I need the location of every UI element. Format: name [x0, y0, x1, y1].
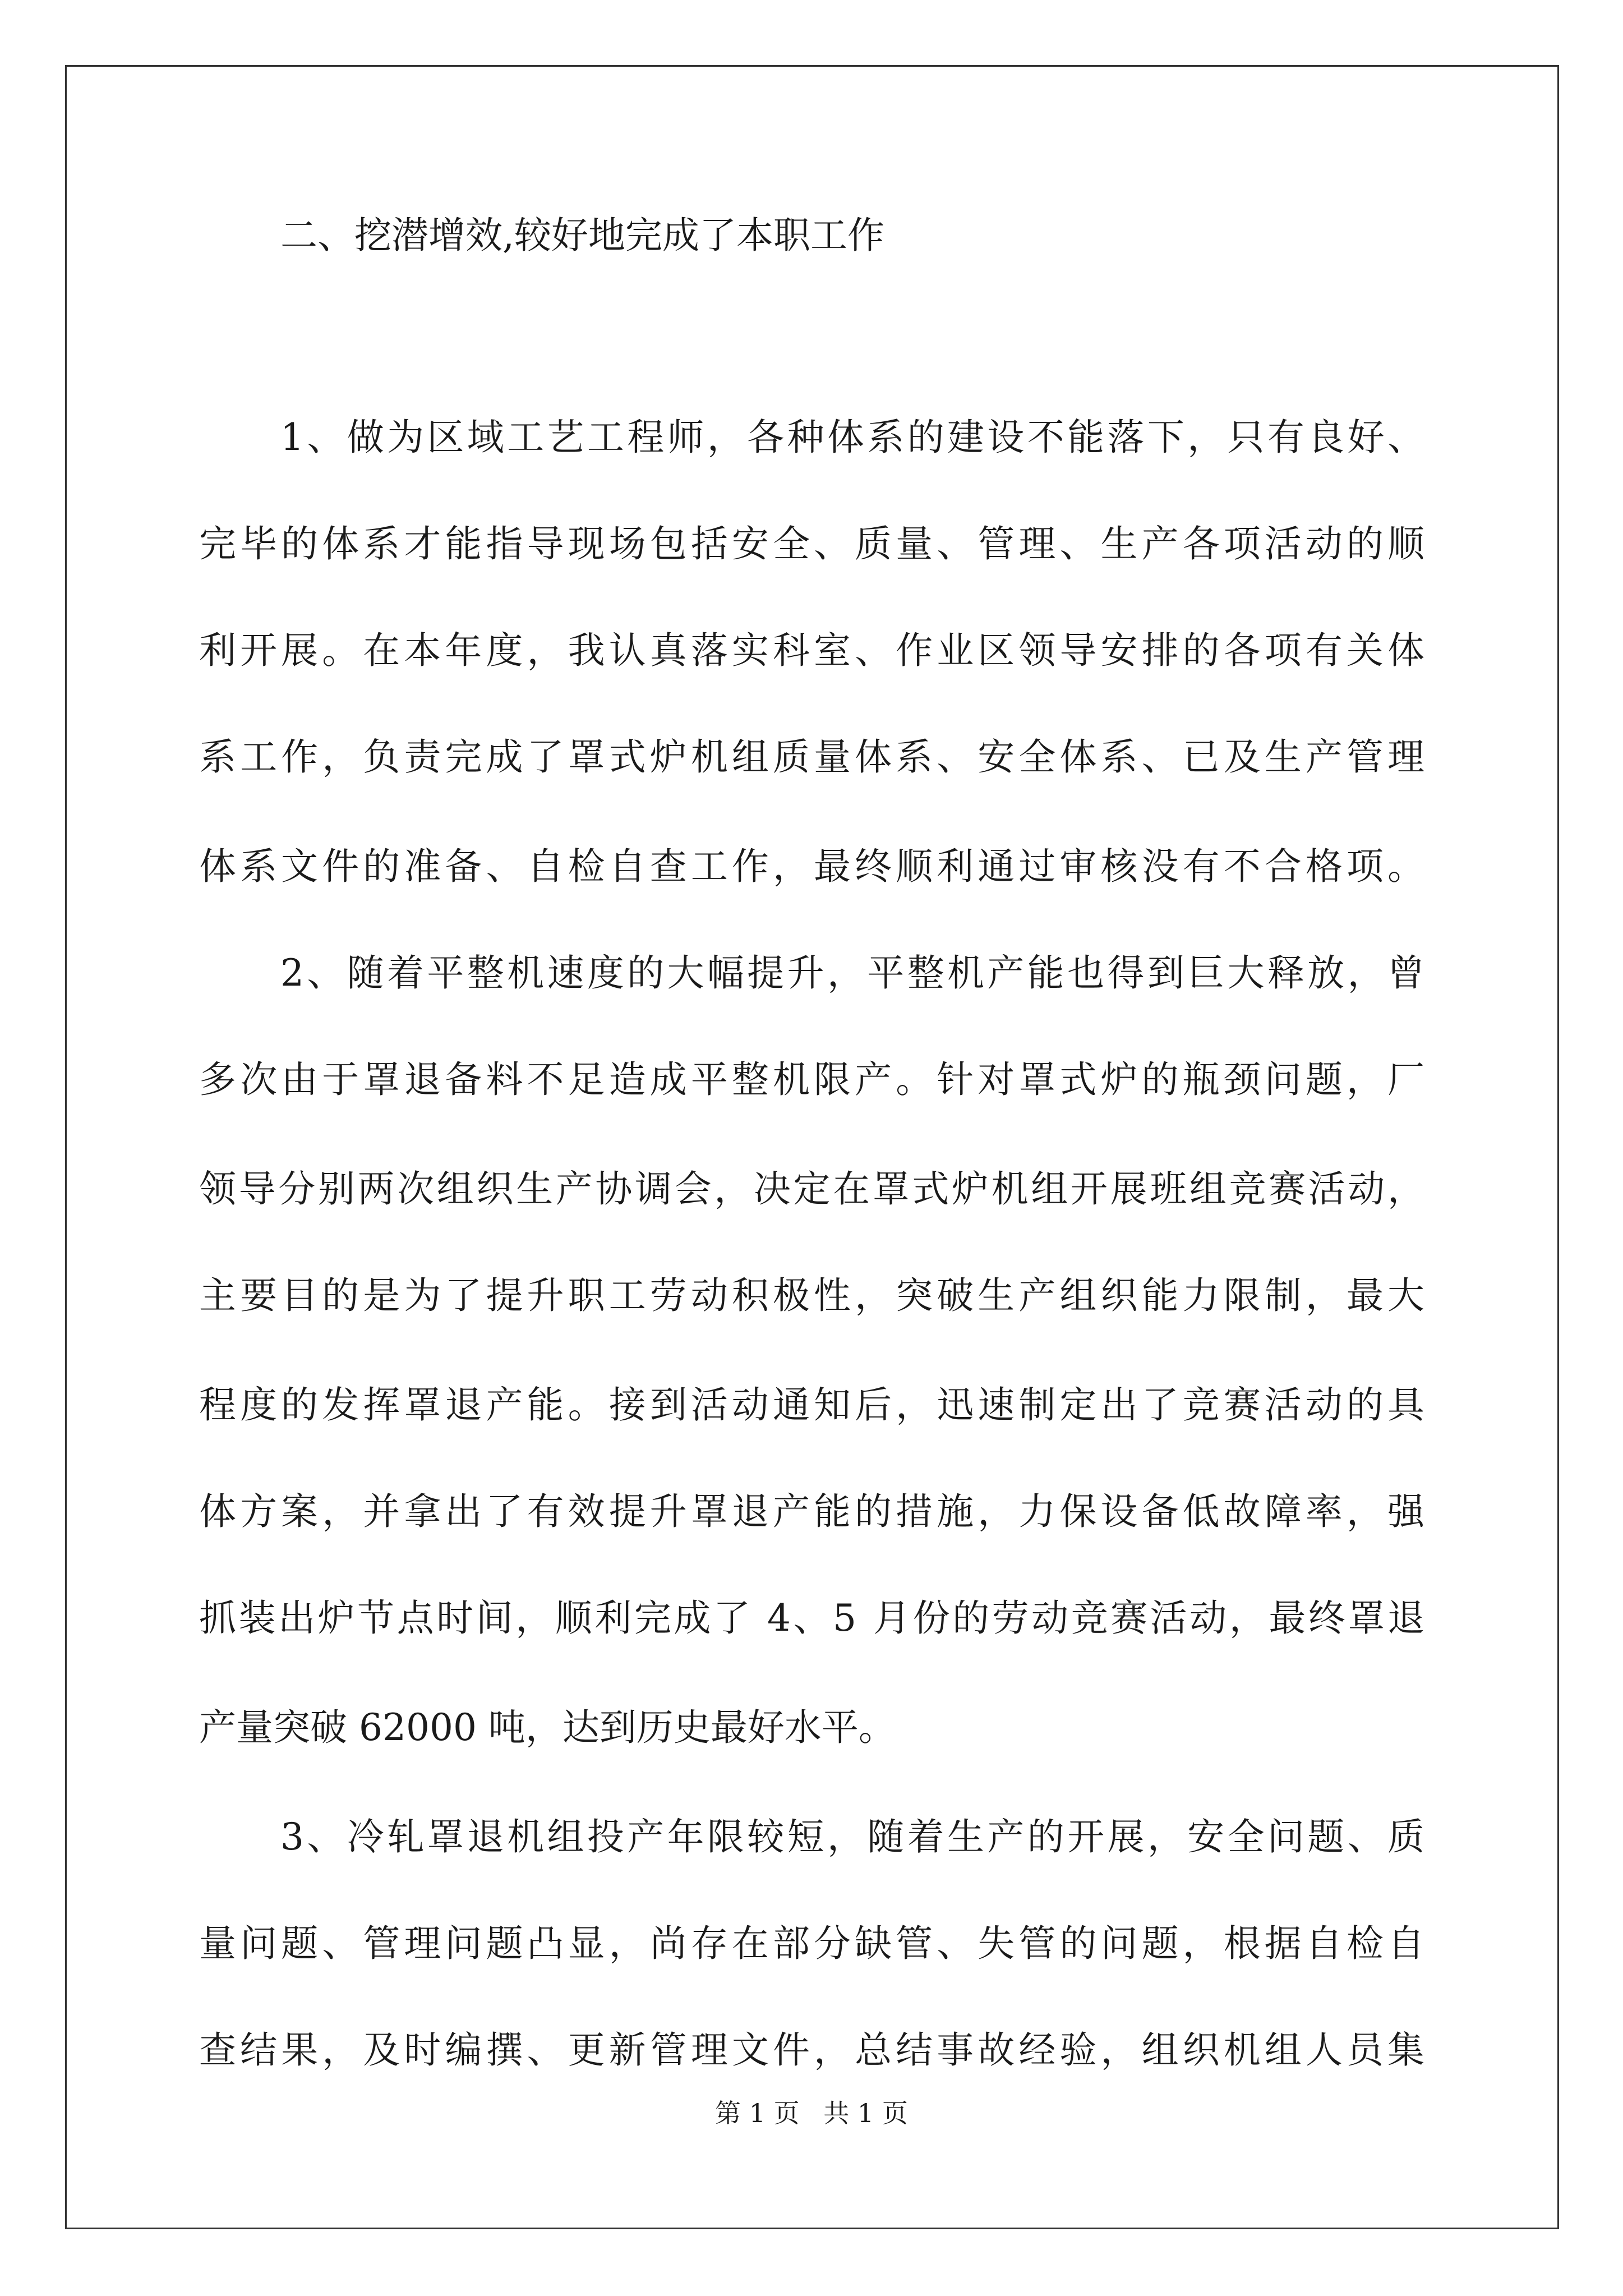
paragraph-line: 系工作，负责完成了罩式炉机组质量体系、安全体系、已及生产管理 — [199, 735, 1429, 779]
paragraph-line: 领导分别两次组织生产协调会，决定在罩式炉机组开展班组竞赛活动， — [199, 1167, 1427, 1211]
paragraph-line: 量问题、管理问题凸显，尚存在部分缺管、失管的问题，根据自检自 — [199, 1922, 1429, 1965]
paragraph-line: 查结果，及时编撰、更新管理文件，总结事故经验，组织机组人员集 — [199, 2028, 1429, 2072]
paragraph-line: 抓装出炉节点时间，顺利完成了 4、5 月份的劳动竞赛活动，最终罩退 — [199, 1596, 1427, 1640]
section-heading: 二、挖潜增效,较好地完成了本职工作 — [280, 214, 884, 257]
paragraph-line: 完毕的体系才能指导现场包括安全、质量、管理、生产各项活动的顺 — [199, 522, 1429, 565]
paragraph-line: 体系文件的准备、自检自查工作，最终顺利通过审核没有不合格项。 — [199, 845, 1429, 888]
paragraph-line: 利开展。在本年度，我认真落实科室、作业区领导安排的各项有关体 — [199, 629, 1429, 672]
paragraph-line: 产量突破 62000 吨，达到历史最好水平。 — [199, 1706, 896, 1749]
paragraph-line: 1、做为区域工艺工程师，各种体系的建设不能落下，只有良好、 — [280, 416, 1428, 459]
paragraph-line: 程度的发挥罩退产能。接到活动通知后，迅速制定出了竞赛活动的具 — [199, 1383, 1429, 1427]
paragraph-line: 3、冷轧罩退机组投产年限较短，随着生产的开展，安全问题、质 — [280, 1815, 1428, 1858]
paragraph-line: 体方案，并拿出了有效提升罩退产能的措施，力保设备低故障率，强 — [199, 1490, 1429, 1533]
page-footer — [0, 2096, 1623, 2130]
page-total: 共 1 页 — [823, 2098, 908, 2128]
paragraph-line: 2、随着平整机速度的大幅提升，平整机产能也得到巨大释放，曾 — [280, 951, 1428, 995]
paragraph-line: 主要目的是为了提升职工劳动积极性，突破生产组织能力限制，最大 — [199, 1274, 1429, 1317]
paragraph-line: 多次由于罩退备料不足造成平整机限产。针对罩式炉的瓶颈问题，厂 — [199, 1058, 1429, 1101]
page-border — [65, 65, 1559, 2229]
page-number: 第 1 页 — [715, 2098, 800, 2128]
